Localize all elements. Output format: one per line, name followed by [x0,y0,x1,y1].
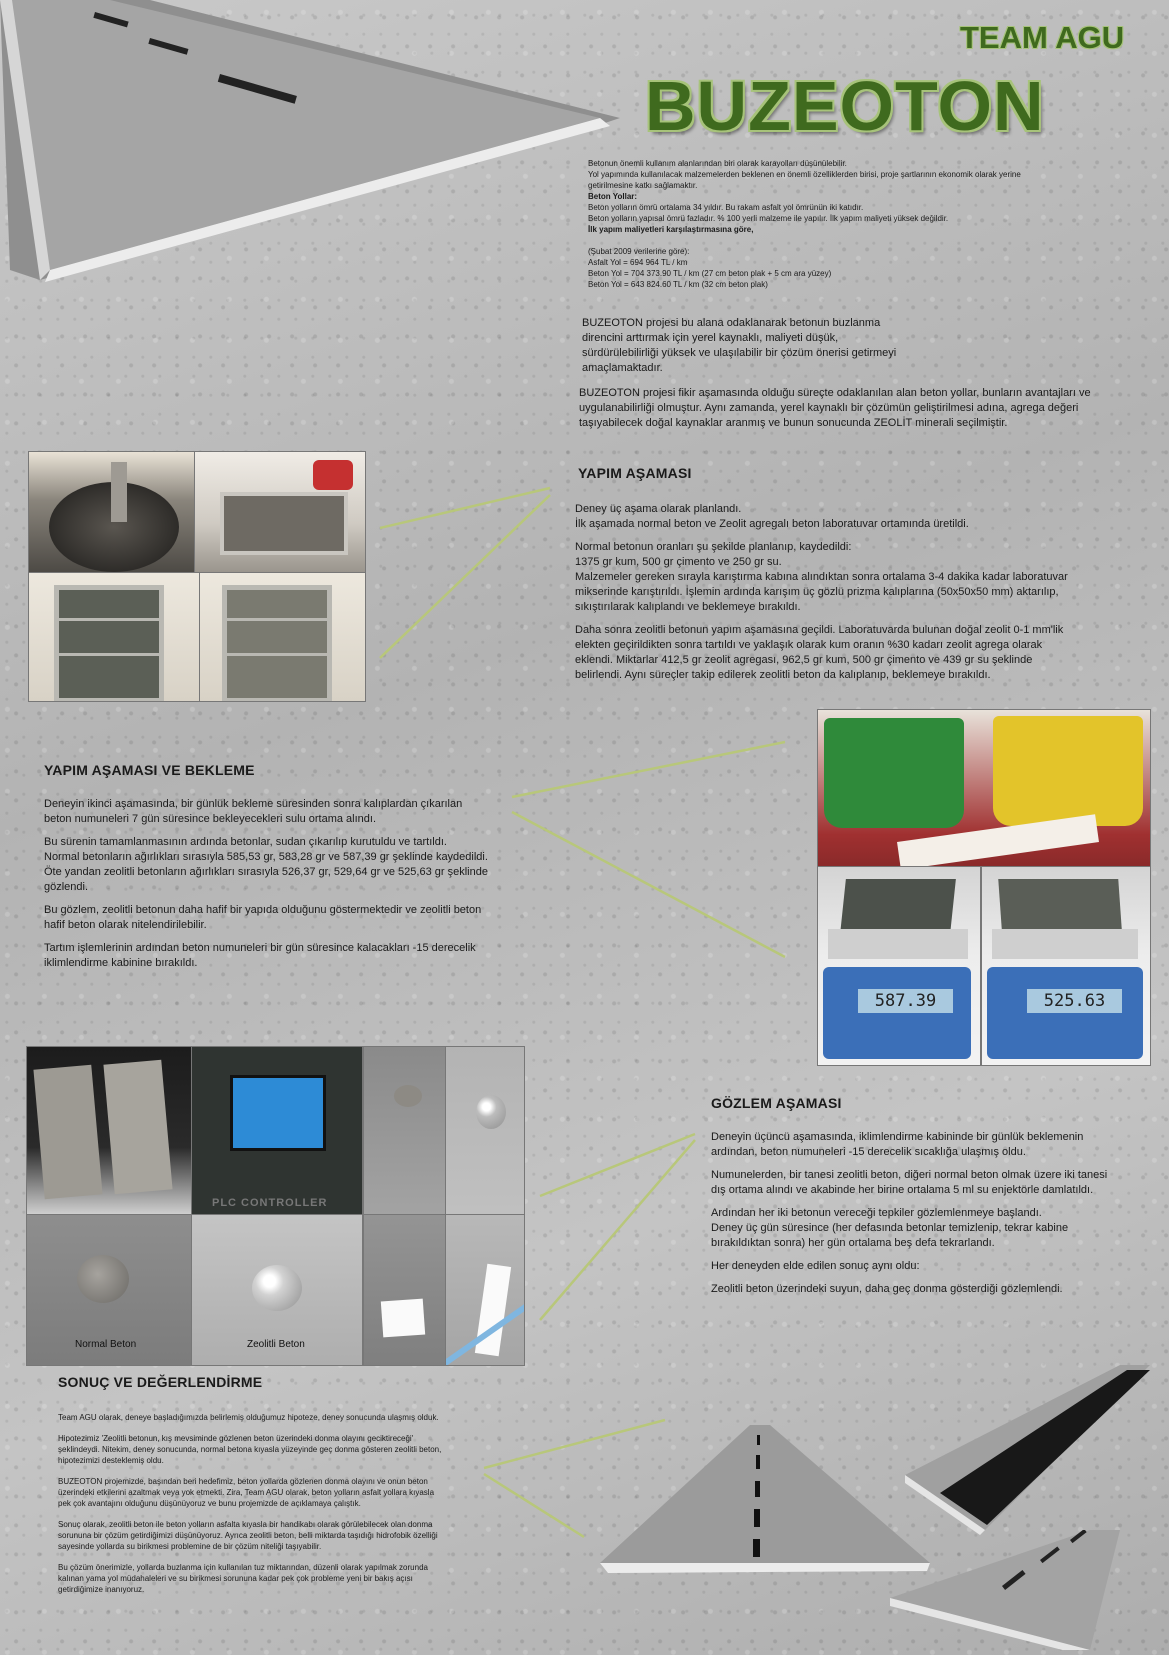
yapim-line: Deney üç aşama olarak planlandı. [575,503,742,515]
sonuc-paragraph: Bu çözüm önerimizle, yollarda buzlanma için kullanılan tuz miktarından, düzenli olarak yapılmak zorunda kalınan yama yol müdahaleleri ve su birikmesi sorununa kadar pek çok probleme yeni bir bakış açısı getirdiğimize inanıyoruz. [58,1563,428,1594]
cost-line: Beton Yol = 704 373.90 TL / km (27 cm beton plak + 5 cm ara yüzey) [588,269,832,278]
yapim-line: elekten geçirildikten sonra tartıldı ve yaklaşık olarak kum oranın %30 kadarı zeolit agrega olarak [575,639,1043,651]
arrow-line [540,1134,695,1196]
bekleme-text [44,797,514,971]
bekleme-line: hafif beton olarak nitelendirilebilir. [44,919,207,931]
arrow-line [484,1474,584,1537]
sonuc-paragraph: BUZEOTON projemizde, başından beri hedefimiz, beton yollarda gözlenen donma olayını ve onun beton üzerindeki etkilerini azaltmak veya yok etmekti. Zira, Team AGU olarak, beton yolların asfalt yollara kıyasla pek çok avantajını olduğunu düşünüyoruz ve bunu projemizde de açıklamaya çalıştık. [58,1477,435,1508]
bekleme-line: Tartım işlemlerinin ardından beton numuneleri bir gün süresince kalacakları -15 derecelik [44,942,476,954]
normal-beton-label: Normal Beton [75,1339,137,1350]
project-line: sürdürülebilirliği yüksek ve ulaşılabilir bir çözüm önerisi getirmeyi [582,347,897,359]
project-line: taşıyabilecek doğal kaynaklar aranmış ve bunun sonucunda ZEOLİT minerali seçilmiştir. [579,417,1008,429]
intro-line: Yol yapımında kullanılacak malzemelerden beklenen en önemli özelliklerden birisi, proje şartlarının ekonomik olarak yerine [588,170,1021,179]
gozlem-line: Her deneyden elde edilen sonuç aynı oldu: [711,1260,920,1272]
zeolitli-beton-drop-photo [191,1214,363,1366]
scale-display: 587.39 [858,989,953,1013]
yapim-line: eklendi. Miktarlar 412,5 gr zeolit agregası, 962,5 gr kum, 500 gr çimento ve 439 gr su şeklinde [575,654,1033,666]
yapim-line: Normal betonun oranları şu şekilde planlanıp, kaydedildi: [575,541,852,553]
gozlem-line: bırakıldıktan sonra) her gün ortalama beş defa tekrarlandı. [711,1237,995,1249]
zeolitli-beton-label: Zeolitli Beton [247,1339,305,1350]
water-buckets-photo [817,709,1151,867]
bekleme-line: Deneyin ikinci aşamasında, bir günlük bekleme süresinden sonra kalıplardan çıkarılan [44,798,463,810]
cost-line: Asfalt Yol = 694 964 TL / km [588,258,688,267]
arrow-line [380,488,550,528]
scale-normal-photo [817,866,981,1066]
bekleme-line: gözlendi. [44,881,89,893]
yapim-line: belirlendi. Aynı süreçler takip edilerek zeolitli beton da kalıplanıp, beklemeye bırakıldı. [575,669,991,681]
road-illustration-asphalt [905,1365,1155,1535]
bekleme-line: Bu sürenin tamamlanmasının ardında betonlar, sudan çıkarılıp kurutuldu ve tartıldı. [44,836,447,848]
date-note: (Şubat 2009 verilerine göre): [588,247,690,256]
arrow-line [512,742,785,797]
intro-point: Beton yolların ömrü ortalama 34 yıldır. Bu rakam asfalt yol ömrünün iki katıdır. [588,203,864,212]
gozlem-line: Ardından her iki betonun vereceği tepkiler gözlemlenmeye başlandı. [711,1207,1042,1219]
intro-line: Betonun önemli kullanım alanlarından biri olarak karayolları düşünülebilir. [588,159,847,168]
zeolite-label-syringe-photo [445,1214,525,1366]
bekleme-heading: YAPIM AŞAMASI VE BEKLEME [44,762,255,778]
scale-display: 525.63 [1027,989,1122,1013]
sonuc-heading: SONUÇ VE DEĞERLENDİRME [58,1374,263,1390]
plc-controller-photo [191,1046,363,1215]
concrete-blocks-photo [26,1046,192,1215]
yapim-line: İlk aşamada normal beton ve Zeolit agregalı beton laboratuvar ortamında üretildi. [575,518,969,530]
normal-label-photo [363,1214,446,1366]
sonuc-paragraph: Team AGU olarak, deneye başladığımızda belirlemiş olduğumuz hipoteze, deney sonucunda ulaşmış olduk. [58,1413,439,1422]
plc-label: PLC CONTROLLER [212,1197,328,1209]
intro-line: getirilmesine katkı sağlamaktır. [588,181,698,190]
road-illustration-bottom [890,1530,1120,1650]
yapim-line: mikserinde karıştırıldı. İşlemin ardında karışım üç gözlü prizma kalıplarına (50x50x50 mm) aktarılıp, [575,586,1059,598]
bekleme-line: Öte yandan zeolitli betonların ağırlıkları sırasıyla 526,37 gr, 529,64 gr ve 525,63 gr şeklinde [44,866,488,878]
ice-drop-photo-top [363,1046,446,1215]
bekleme-line: iklimlendirme kabinine bırakıldı. [44,957,198,969]
intro-subtitle: Beton Yollar: [588,192,638,201]
scale-zeolite-photo [981,866,1151,1066]
road-illustration-center [600,1415,930,1575]
project-line: BUZEOTON projesi fikir aşamasında olduğu süreçte odaklanılan alan beton yollar, bunların avantajları ve [579,387,1091,399]
gozlem-line: Zeolitli beton üzerindeki suyun, daha geç donma gösterdiği gözlemlendi. [711,1283,1063,1295]
cost-heading: İlk yapım maliyetleri karşılaştırmasına göre, [588,225,754,234]
bekleme-line: beton numuneleri 7 gün süresince bekleyecekleri sulu ortama alındı. [44,813,377,825]
project-line: BUZEOTON projesi bu alana odaklanarak betonun buzlanma [582,317,881,329]
water-drop-photo-top [445,1046,525,1215]
yapim-heading: YAPIM AŞAMASI [578,465,692,481]
gozlem-line: Deney üç gün süresince (her defasında betonlar temizlenip, tekrar kabine [711,1222,1069,1234]
normal-beton-drop-photo [26,1214,192,1366]
yapim-line: Malzemeler gereken sırayla karıştırma kabına alındıktan sonra ortalama 3-4 dakika kadar laboratuvar [575,571,1068,583]
gozlem-line: Numunelerden, bir tanesi zeolitli beton, diğeri normal beton olmak üzere iki tanesi [711,1169,1108,1181]
project-line: uygulanabilirliği olmuştur. Aynı zamanda, yerel kaynaklı bir çözümün geliştirilmesi adına, agrega değeri [579,402,1079,414]
project-line: amaçlamaktadır. [582,362,663,374]
sonuc-paragraph: Sonuç olarak, zeolitli beton ile beton yolların asfalta kıyasla bir handikabı olarak görülebilecek olan donma sorununa bir çözüm getirdiğimizi düşünüyoruz. Ayrıca zeolitli beton, belli miktarda taşıdığı hidrofobik özelliği sayesinde yollarda su birikmesi problemine de bir çözüm niteliği taşıyabilir. [58,1520,438,1551]
team-title: TEAM AGU [960,20,1125,55]
arrow-line [512,812,785,957]
arrow-line [380,495,550,658]
gozlem-line: dış ortama alındı ve akabinde her birine ortalama 5 ml su enjektörle damlatıldı. [711,1184,1094,1196]
arrow-line [540,1140,695,1320]
gozlem-text [711,1130,1161,1297]
intro-point: Beton yolların yapısal ömrü fazladır. % 100 yerli malzeme ile yapılır. İlk yapım maliyeti yüksek değildir. [588,214,949,223]
yapim-text [575,502,1145,683]
bekleme-line: Normal betonların ağırlıkları sırasıyla 585,53 gr, 583,28 gr ve 587,39 gr şeklinde kaydedildi. [44,851,488,863]
sonuc-text [58,1412,448,1595]
gozlem-line: ardından, beton numuneleri -15 derecelik sıcaklığa ulaşmış oldu. [711,1146,1026,1158]
bekleme-line: Bu gözlem, zeolitli betonun daha hafif bir yapıda olduğunu göstermektedir ve zeolitli beton [44,904,482,916]
yapim-line: Daha sonra zeolitli betonun yapım aşamasına geçildi. Laboratuvarda bulunan doğal zeolit 0-1 mm'lik [575,624,1064,636]
gozlem-heading: GÖZLEM AŞAMASI [711,1095,842,1111]
project-title: BUZEOTON [645,67,1045,145]
project-line: direncini arttırmak için yerel kaynaklı, maliyeti düşük, [582,332,839,344]
gozlem-line: Deneyin üçüncü aşamasında, iklimlendirme kabininde bir günlük beklemenin [711,1131,1084,1143]
yapim-line: sıkıştırılarak kalıplandı ve beklemeye bırakıldı. [575,601,801,613]
yapim-line: 1375 gr kum, 500 gr çimento ve 250 gr su. [575,556,782,568]
sonuc-paragraph: Hipotezimiz 'Zeolitli betonun, kış mevsiminde gözlenen beton üzerindeki donma olayını geciktireceği' şeklindeydi. Nitekim, deney sonucunda, normal betona kıyasla yüzeyinde geç donma gösteren zeolitli beton, hipotezimizi desteklemiş oldu. [58,1434,442,1465]
cost-line: Beton Yol = 643 824.60 TL / km (32 cm beton plak) [588,280,768,289]
